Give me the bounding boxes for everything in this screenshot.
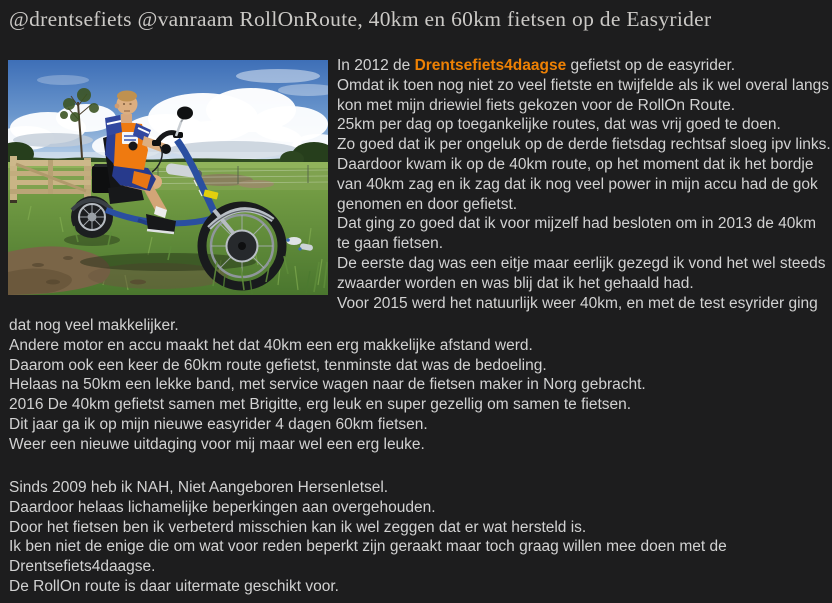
intro-text-column [337, 56, 832, 313]
body-text-block-2 [9, 478, 829, 597]
body-line: Weer een nieuwe uitdaging voor mij maar wel een erg leuke. [9, 435, 425, 453]
easyrider-photo[interactable] [8, 60, 328, 295]
post-title: @drentsefiets @vanraam RollOnRoute, 40km en 60km fietsen op de Easyrider [9, 7, 712, 31]
intro-prefix: In 2012 de [337, 57, 415, 74]
body-line: 2016 De 40km gefietst samen met Brigitte, erg leuk en super gezellig om samen te fietsen. [9, 396, 632, 414]
body-line: Daardoor helaas lichamelijke beperkingen aan overgehouden. [9, 498, 436, 516]
intro-first-line [337, 56, 832, 76]
body-line: te gaan fietsen. [337, 235, 443, 253]
body-line: Sinds 2009 heb ik NAH, Niet Aangeboren Hersenletsel. [9, 479, 389, 496]
body-line: De RollOn route is daar uitermate geschikt voor. [9, 577, 339, 595]
body-line: Omdat ik toen nog niet zo veel fietste en twijfelde als ik wel overal langs [337, 76, 829, 94]
body-line: kon met mijn driewiel fiets gekozen voor de RollOn Route. [337, 96, 736, 114]
body-line: van 40km zag en ik zag dat ik nog veel power in mijn accu had de gok [337, 175, 818, 193]
body-line: Door het fietsen ben ik verbeterd misschien kan ik wel zeggen dat er wat hersteld is. [9, 518, 587, 536]
drentsefiets4daagse-link[interactable]: Drentsefiets4daagse [414, 57, 567, 74]
body-line: Drentsefiets4daagse. [9, 558, 156, 576]
body-line: Dat ging zo goed dat ik voor mijzelf had besloten om in 2013 de 40km [337, 215, 817, 233]
body-line: genomen en door gefietst. [337, 195, 518, 213]
body-line: 25km per dag op toegankelijke routes, dat was vrij goed te doen. [337, 116, 781, 134]
body-line: Zo goed dat ik per ongeluk op de derde fietsdag rechtsaf sloeg ipv links. [337, 136, 831, 154]
intro-suffix: gefietst op de easyrider. [566, 57, 736, 74]
body-text-block-1 [9, 316, 829, 455]
body-line: Daarom ook een keer de 60km route gefietst, tenminste dat was de bedoeling. [9, 356, 547, 374]
body-line: dat nog veel makkelijker. [9, 317, 179, 334]
body-line: Daardoor kwam ik op de 40km route, op het moment dat ik het bordje [337, 155, 814, 173]
body-line: De eerste dag was een eitje maar eerlijk gezegd ik vond het wel steeds [337, 254, 826, 272]
body-line: Helaas na 50km een lekke band, met service wagen naar de fietsen maker in Norg gebracht. [9, 376, 646, 394]
body-line: Dit jaar ga ik op mijn nieuwe easyrider 4 dagen 60km fietsen. [9, 415, 428, 433]
easyrider-photo-graphic [8, 60, 328, 295]
body-line: zwaarder worden en was blij dat ik het gehaald had. [337, 274, 694, 292]
body-line: Andere motor en accu maakt het dat 40km een erg makkelijke afstand werd. [9, 336, 533, 354]
body-line: Voor 2015 werd het natuurlijk weer 40km, en met de test esyrider ging [337, 294, 818, 312]
body-line: Ik ben niet de enige die om wat voor reden beperkt zijn geraakt maar toch graag willen mee doen met de [9, 538, 727, 556]
